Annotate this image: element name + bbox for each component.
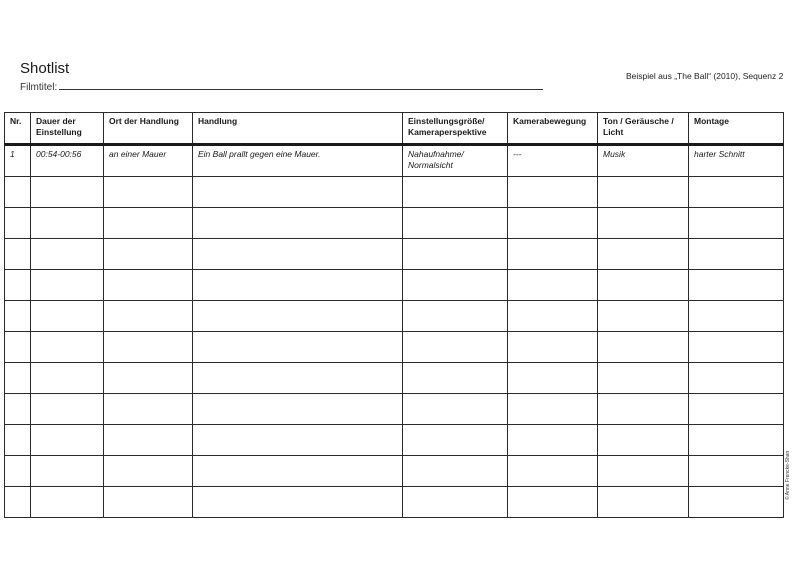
table-cell[interactable] [193, 208, 403, 239]
table-cell[interactable] [508, 394, 598, 425]
table-cell[interactable] [598, 487, 689, 518]
table-cell[interactable] [104, 208, 193, 239]
table-cell[interactable] [104, 239, 193, 270]
table-row [5, 425, 784, 456]
table-cell[interactable] [689, 239, 784, 270]
table-cell[interactable] [508, 301, 598, 332]
table-cell[interactable]: --- [508, 145, 598, 177]
table-cell[interactable] [5, 425, 31, 456]
table-cell[interactable] [5, 177, 31, 208]
filmtitel-field [20, 80, 543, 93]
table-cell[interactable]: 00:54-00:56 [31, 145, 104, 177]
table-cell[interactable] [31, 394, 104, 425]
filmtitel-label: Filmtitel: [20, 82, 58, 93]
table-cell[interactable]: an einer Mauer [104, 145, 193, 177]
table-cell[interactable] [31, 332, 104, 363]
table-cell[interactable] [689, 425, 784, 456]
table-cell[interactable] [31, 177, 104, 208]
table-cell[interactable] [104, 332, 193, 363]
table-cell[interactable] [31, 208, 104, 239]
table-cell[interactable] [193, 239, 403, 270]
table-cell[interactable] [31, 239, 104, 270]
table-cell[interactable] [598, 239, 689, 270]
table-cell[interactable] [193, 363, 403, 394]
table-cell[interactable] [403, 208, 508, 239]
column-header: Dauer der Einstellung [31, 113, 104, 145]
table-cell[interactable] [193, 177, 403, 208]
table-cell[interactable] [598, 301, 689, 332]
table-cell[interactable] [104, 456, 193, 487]
table-cell[interactable] [403, 239, 508, 270]
table-cell[interactable]: Nahaufnahme/ Normalsicht [403, 145, 508, 177]
table-cell[interactable] [403, 363, 508, 394]
table-row [5, 332, 784, 363]
column-header: Ort der Handlung [104, 113, 193, 145]
table-cell[interactable] [5, 394, 31, 425]
table-cell[interactable]: 1 [5, 145, 31, 177]
table-cell[interactable] [5, 487, 31, 518]
table-cell[interactable]: Musik [598, 145, 689, 177]
table-cell[interactable] [104, 394, 193, 425]
table-cell[interactable] [403, 177, 508, 208]
table-cell[interactable] [104, 487, 193, 518]
table-cell[interactable] [193, 394, 403, 425]
shotlist-table [4, 112, 784, 518]
table-cell[interactable] [403, 332, 508, 363]
example-note: Beispiel aus „The Ball“ (2010), Sequenz 2 [626, 71, 784, 81]
table-cell[interactable] [689, 177, 784, 208]
table-cell[interactable] [508, 487, 598, 518]
table-cell[interactable] [5, 332, 31, 363]
table-cell[interactable] [689, 394, 784, 425]
table-row [5, 270, 784, 301]
table-cell[interactable] [403, 394, 508, 425]
table-cell[interactable] [598, 456, 689, 487]
table-cell[interactable] [598, 208, 689, 239]
table-cell[interactable] [104, 177, 193, 208]
filmtitel-blank-line[interactable] [59, 80, 543, 90]
table-cell[interactable] [508, 456, 598, 487]
table-cell[interactable] [31, 363, 104, 394]
table-cell[interactable] [689, 208, 784, 239]
table-row [5, 363, 784, 394]
table-cell[interactable] [508, 270, 598, 301]
table-cell[interactable] [689, 363, 784, 394]
table-cell[interactable] [508, 177, 598, 208]
table-row [5, 394, 784, 425]
table-cell[interactable] [508, 239, 598, 270]
table-cell[interactable] [31, 301, 104, 332]
table-cell[interactable]: harter Schnitt [689, 145, 784, 177]
table-cell[interactable] [403, 425, 508, 456]
copyright-note: © Anne Frencke-Shan [785, 450, 791, 500]
table-row [5, 456, 784, 487]
table-header-row [5, 113, 784, 145]
table-cell[interactable] [5, 363, 31, 394]
table-cell[interactable] [508, 208, 598, 239]
table-cell[interactable] [598, 394, 689, 425]
table-cell[interactable] [104, 301, 193, 332]
table-cell[interactable] [508, 332, 598, 363]
table-row [5, 301, 784, 332]
table-body [5, 145, 784, 518]
column-header: Ton / Geräusche / Licht [598, 113, 689, 145]
table-cell[interactable] [508, 363, 598, 394]
table-cell[interactable] [5, 270, 31, 301]
table-cell[interactable] [598, 425, 689, 456]
table-cell[interactable] [5, 239, 31, 270]
table-cell[interactable] [598, 177, 689, 208]
table-cell[interactable] [31, 487, 104, 518]
table-cell[interactable] [689, 301, 784, 332]
table-cell[interactable] [5, 208, 31, 239]
table-row [5, 487, 784, 518]
table-cell[interactable] [403, 456, 508, 487]
column-header: Kamerabewegung [508, 113, 598, 145]
table-cell[interactable] [689, 487, 784, 518]
table-cell[interactable] [508, 425, 598, 456]
table-cell[interactable] [193, 332, 403, 363]
table-row [5, 177, 784, 208]
column-header: Einstellungsgröße/ Kameraperspektive [403, 113, 508, 145]
table-row [5, 145, 784, 177]
table-cell[interactable] [104, 363, 193, 394]
table-cell[interactable] [689, 332, 784, 363]
table-cell[interactable] [598, 332, 689, 363]
table-cell[interactable] [193, 487, 403, 518]
table-cell[interactable] [403, 487, 508, 518]
table-cell[interactable] [598, 363, 689, 394]
column-header: Handlung [193, 113, 403, 145]
table-cell[interactable] [104, 270, 193, 301]
table-row [5, 208, 784, 239]
table-cell[interactable]: Ein Ball prallt gegen eine Mauer. [193, 145, 403, 177]
table-cell[interactable] [104, 425, 193, 456]
table-cell[interactable] [31, 425, 104, 456]
table-cell[interactable] [193, 456, 403, 487]
page-title: Shotlist [20, 60, 70, 77]
table-cell[interactable] [689, 270, 784, 301]
table-cell[interactable] [193, 301, 403, 332]
table-row [5, 239, 784, 270]
table-cell[interactable] [193, 270, 403, 301]
table-cell[interactable] [31, 270, 104, 301]
table-cell[interactable] [5, 301, 31, 332]
table-cell[interactable] [403, 270, 508, 301]
table-cell[interactable] [403, 301, 508, 332]
table-cell[interactable] [31, 456, 104, 487]
table-cell[interactable] [5, 456, 31, 487]
column-header: Nr. [5, 113, 31, 145]
table-cell[interactable] [689, 456, 784, 487]
column-header: Montage [689, 113, 784, 145]
table-cell[interactable] [598, 270, 689, 301]
table-cell[interactable] [193, 425, 403, 456]
